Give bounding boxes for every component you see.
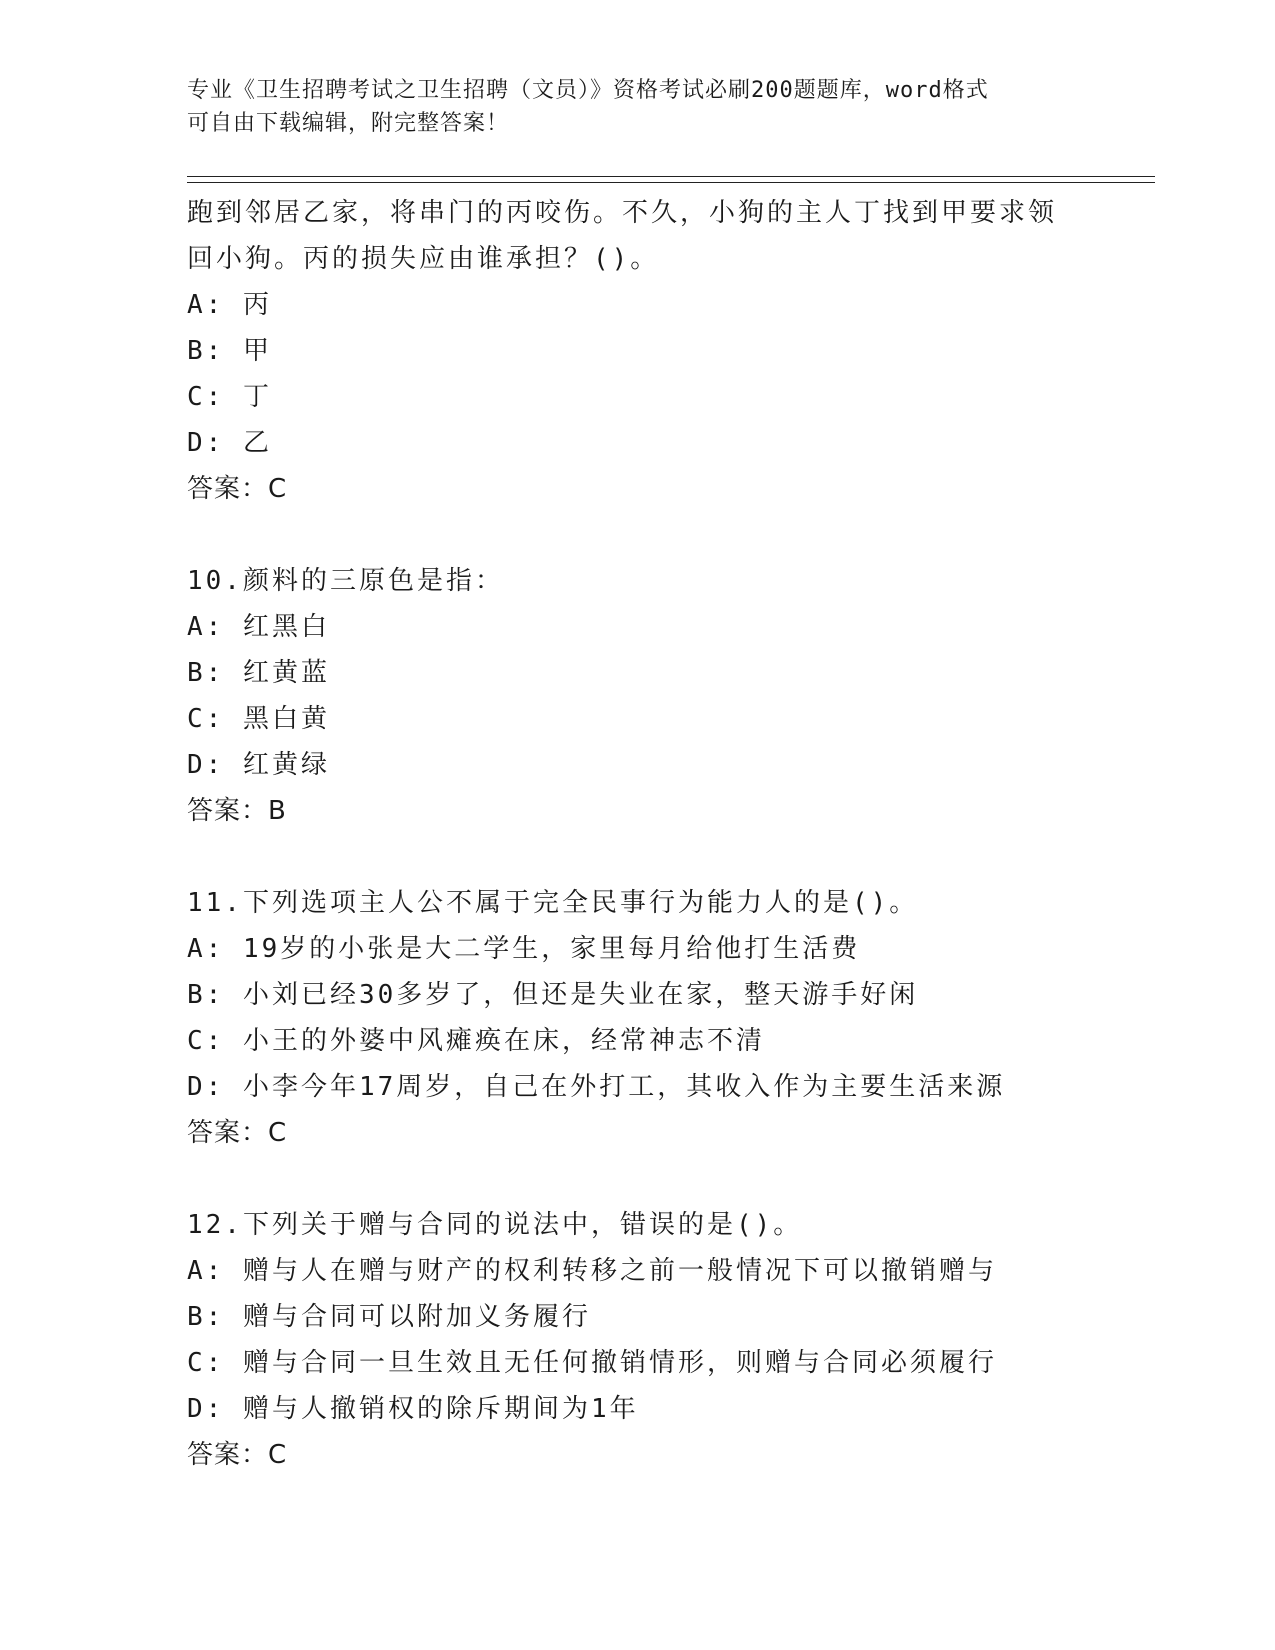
question-block-continued — [187, 190, 1147, 512]
header-rule-top — [187, 176, 1155, 177]
question-text: 12.下列关于赠与合同的说法中，错误的是()。 — [187, 1210, 803, 1240]
option-a: A: 19岁的小张是大二学生，家里每月给他打生活费 — [187, 934, 861, 964]
question-text: 11.下列选项主人公不属于完全民事行为能力人的是()。 — [187, 888, 919, 918]
option-d: D: 乙 — [187, 428, 272, 458]
option-c: C: 赠与合同一旦生效且无任何撤销情形，则赠与合同必须履行 — [187, 1348, 997, 1378]
spacer — [187, 512, 1147, 558]
option-b: B: 红黄蓝 — [187, 658, 330, 688]
option-a: A: 红黑白 — [187, 612, 330, 642]
option-b: B: 小刘已经30多岁了，但还是失业在家，整天游手好闲 — [187, 980, 919, 1010]
question-text: 10.颜料的三原色是指： — [187, 566, 504, 596]
question-text: 跑到邻居乙家，将串门的丙咬伤。不久，小狗的主人丁找到甲要求领 — [187, 198, 1058, 228]
question-block-10 — [187, 558, 1147, 834]
header-line-2: 可自由下载编辑，附完整答案！ — [187, 111, 510, 136]
option-c: C: 黑白黄 — [187, 704, 330, 734]
answer-line: 答案：C — [187, 474, 288, 504]
document-header — [187, 74, 1087, 140]
answer-line: 答案：B — [187, 796, 287, 826]
question-block-11 — [187, 880, 1147, 1156]
option-b: B: 甲 — [187, 336, 272, 366]
answer-line: 答案：C — [187, 1118, 288, 1148]
spacer — [187, 834, 1147, 880]
question-block-12 — [187, 1202, 1147, 1478]
question-list — [187, 190, 1147, 1478]
option-c: C: 小王的外婆中风瘫痪在床，经常神志不清 — [187, 1026, 765, 1056]
option-d: D: 赠与人撤销权的除斥期间为1年 — [187, 1394, 639, 1424]
option-a: A: 丙 — [187, 290, 272, 320]
answer-line: 答案：C — [187, 1440, 288, 1470]
option-b: B: 赠与合同可以附加义务履行 — [187, 1302, 591, 1332]
header-rule-bottom — [187, 182, 1155, 183]
option-c: C: 丁 — [187, 382, 272, 412]
spacer — [187, 1156, 1147, 1202]
option-a: A: 赠与人在赠与财产的权利转移之前一般情况下可以撤销赠与 — [187, 1256, 997, 1286]
question-text: 回小狗。丙的损失应由谁承担？()。 — [187, 244, 660, 274]
header-line-1: 专业《卫生招聘考试之卫生招聘（文员）》资格考试必刷200题题库，word格式 — [187, 78, 989, 103]
option-d: D: 小李今年17周岁，自己在外打工，其收入作为主要生活来源 — [187, 1072, 1006, 1102]
option-d: D: 红黄绿 — [187, 750, 330, 780]
